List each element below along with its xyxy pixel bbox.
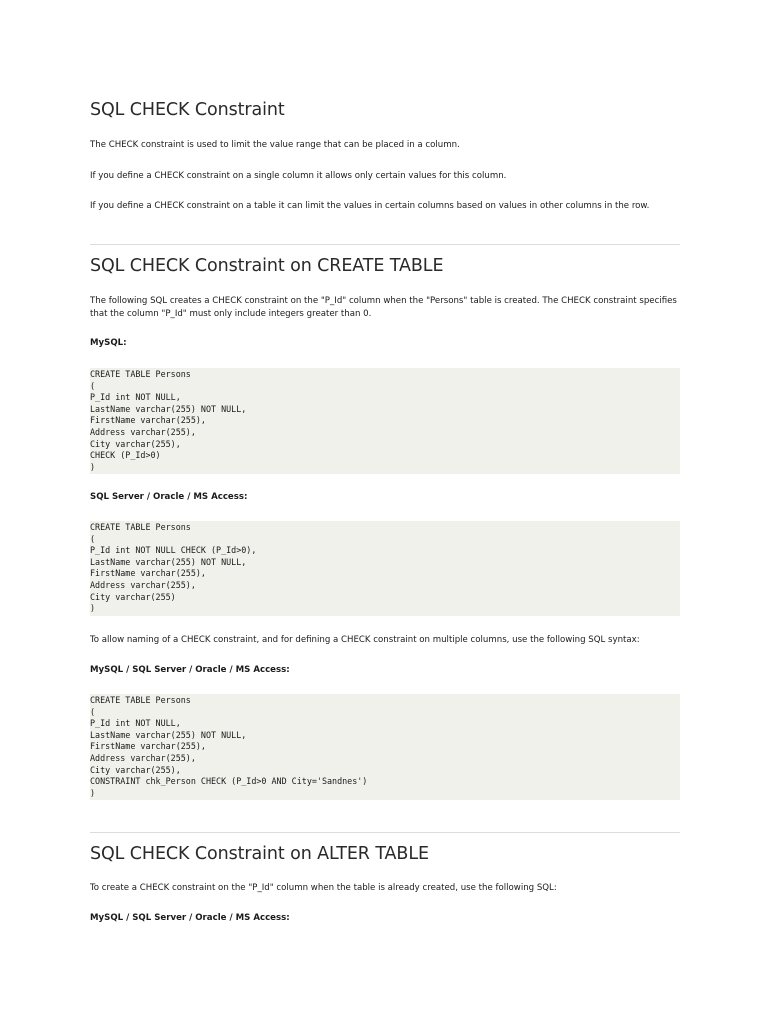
code-line: P_Id int NOT NULL, — [90, 718, 181, 729]
code-line: CHECK (P_Id>0) — [90, 450, 161, 461]
section-heading-alter-table: SQL CHECK Constraint on ALTER TABLE — [90, 844, 429, 864]
code-block-mysql — [90, 368, 680, 474]
section-divider — [90, 244, 680, 245]
label-sql-server-oracle-access: SQL Server / Oracle / MS Access: — [90, 492, 248, 502]
paragraph-alter-table-intro: To create a CHECK constraint on the "P_Id" column when the table is already created, use the following SQL: — [90, 883, 557, 893]
code-line: LastName varchar(255) NOT NULL, — [90, 403, 247, 414]
paragraph-check-intro: The CHECK constraint is used to limit the value range that can be placed in a column. — [90, 140, 460, 150]
code-line: P_Id int NOT NULL, — [90, 392, 181, 403]
paragraph-create-table-intro: The following SQL creates a CHECK constraint on the "P_Id" column when the "Persons" table is created. The CHECK constraint specifies that the column "P_Id" must only include integers greater than 0. — [90, 296, 677, 319]
code-line: LastName varchar(255) NOT NULL, — [90, 556, 247, 567]
code-line: ( — [90, 380, 96, 391]
code-line: Address varchar(255), — [90, 752, 196, 763]
code-line: ) — [90, 461, 96, 472]
code-line: CREATE TABLE Persons — [90, 369, 191, 379]
label-all-databases: MySQL / SQL Server / Oracle / MS Access: — [90, 665, 290, 675]
label-mysql: MySQL: — [90, 338, 127, 348]
code-line: ) — [90, 787, 96, 798]
section-divider — [90, 832, 680, 833]
label-all-databases-alter: MySQL / SQL Server / Oracle / MS Access: — [90, 913, 290, 923]
code-line: City varchar(255) — [90, 591, 176, 602]
code-line: Address varchar(255), — [90, 579, 196, 590]
page-title: SQL CHECK Constraint — [90, 100, 285, 120]
code-line: FirstName varchar(255), — [90, 415, 206, 426]
code-block-all-databases — [90, 694, 680, 800]
code-line: CREATE TABLE Persons — [90, 522, 191, 532]
code-block-sql-server — [90, 521, 680, 616]
code-line: Address varchar(255), — [90, 426, 196, 437]
paragraph-table-level: If you define a CHECK constraint on a table it can limit the values in certain columns based on values in other columns in the row. — [90, 201, 650, 211]
paragraph-single-column: If you define a CHECK constraint on a single column it allows only certain values for this column. — [90, 171, 507, 181]
code-line: FirstName varchar(255), — [90, 741, 206, 752]
code-line: FirstName varchar(255), — [90, 568, 206, 579]
code-line: ( — [90, 533, 96, 544]
code-line: LastName varchar(255) NOT NULL, — [90, 729, 247, 740]
paragraph-naming-constraint: To allow naming of a CHECK constraint, and for defining a CHECK constraint on multiple columns, use the following SQL syntax: — [90, 635, 640, 645]
code-line: P_Id int NOT NULL CHECK (P_Id>0), — [90, 545, 257, 556]
code-line: City varchar(255), — [90, 438, 181, 449]
code-line: City varchar(255), — [90, 764, 181, 775]
code-line: CREATE TABLE Persons — [90, 695, 191, 705]
code-line: CONSTRAINT chk_Person CHECK (P_Id>0 AND City='Sandnes') — [90, 776, 368, 787]
code-line: ) — [90, 603, 96, 614]
section-heading-create-table: SQL CHECK Constraint on CREATE TABLE — [90, 256, 444, 276]
code-line: ( — [90, 706, 96, 717]
